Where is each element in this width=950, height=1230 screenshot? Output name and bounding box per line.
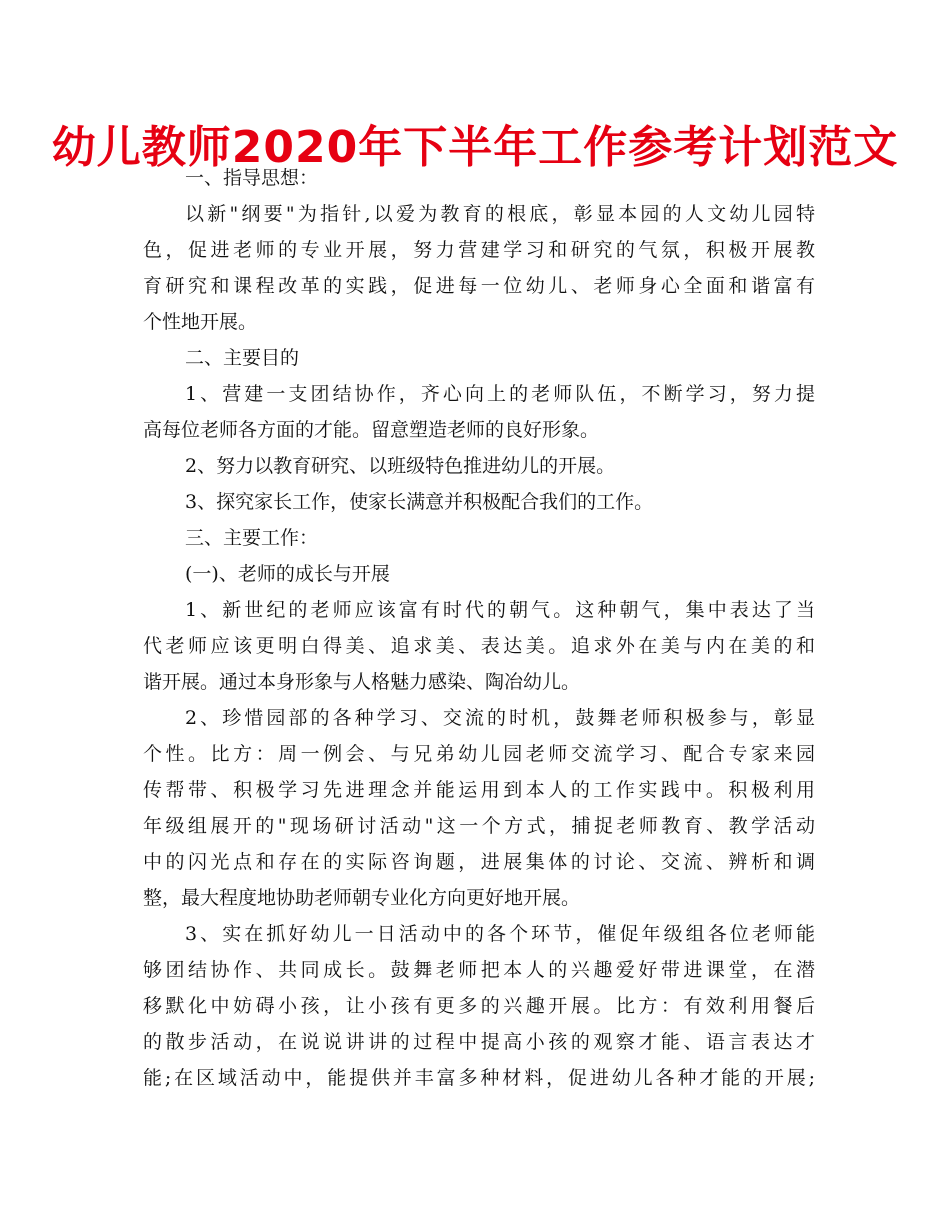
- paragraph-line: 育研究和课程改革的实践，促进每一位幼儿、老师身心全面和谐富有: [143, 275, 815, 297]
- paragraph-line: 1、营建一支团结协作，齐心向上的老师队伍，不断学习，努力提: [185, 383, 815, 405]
- document-title: 幼儿教师2020年下半年工作参考计划范文: [51, 122, 899, 173]
- paragraph-line: 能;在区域活动中，能提供并丰富多种材料，促进幼儿各种才能的开展;: [143, 1067, 815, 1089]
- section-heading: 三、主要工作：: [185, 527, 319, 549]
- paragraph-line: 2、珍惜园部的各种学习、交流的时机，鼓舞老师积极参与，彰显: [185, 707, 815, 729]
- subsection-heading: (一)、老师的成长与开展: [185, 563, 390, 585]
- paragraph-line: 3、探究家长工作，使家长满意并积极配合我们的工作。: [185, 491, 654, 513]
- section-heading: 二、主要目的: [185, 347, 300, 369]
- paragraph-line: 年级组展开的"现场研讨活动"这一个方式，捕捉老师教育、教学活动: [143, 815, 815, 837]
- paragraph-line: 中的闪光点和存在的实际咨询题，进展集体的讨论、交流、辨析和调: [143, 851, 815, 873]
- paragraph-line: 个性。比方：周一例会、与兄弟幼儿园老师交流学习、配合专家来园: [143, 743, 815, 765]
- paragraph-line: 的散步活动，在说说讲讲的过程中提高小孩的观察才能、语言表达才: [143, 1031, 815, 1053]
- paragraph-line: 代老师应该更明白得美、追求美、表达美。追求外在美与内在美的和: [143, 635, 815, 657]
- section-heading: 一、指导思想：: [185, 167, 319, 189]
- paragraph-line: 传帮带、积极学习先进理念并能运用到本人的工作实践中。积极利用: [143, 779, 815, 801]
- paragraph-line: 谐开展。通过本身形象与人格魅力感染、陶冶幼儿。: [143, 671, 581, 693]
- paragraph-line: 个性地开展。: [143, 311, 258, 333]
- document-body: [143, 160, 815, 1096]
- paragraph-line: 以新"纲要"为指针,以爱为教育的根底，彰显本园的人文幼儿园特: [185, 203, 815, 225]
- paragraph-line: 3、实在抓好幼儿一日活动中的各个环节，催促年级组各位老师能: [185, 923, 815, 945]
- paragraph-line: 移默化中妨碍小孩，让小孩有更多的兴趣开展。比方：有效利用餐后: [143, 995, 815, 1017]
- paragraph-line: 2、努力以教育研究、以班级特色推进幼儿的开展。: [185, 455, 616, 477]
- paragraph-line: 整，最大程度地协助老师朝专业化方向更好地开展。: [143, 887, 581, 909]
- paragraph-line: 1、新世纪的老师应该富有时代的朝气。这种朝气，集中表达了当: [185, 599, 815, 621]
- paragraph-line: 够团结协作、共同成长。鼓舞老师把本人的兴趣爱好带进课堂，在潜: [143, 959, 815, 981]
- paragraph-line: 色，促进老师的专业开展，努力营建学习和研究的气氛，积极开展教: [143, 239, 815, 261]
- paragraph-line: 高每位老师各方面的才能。留意塑造老师的良好形象。: [143, 419, 600, 441]
